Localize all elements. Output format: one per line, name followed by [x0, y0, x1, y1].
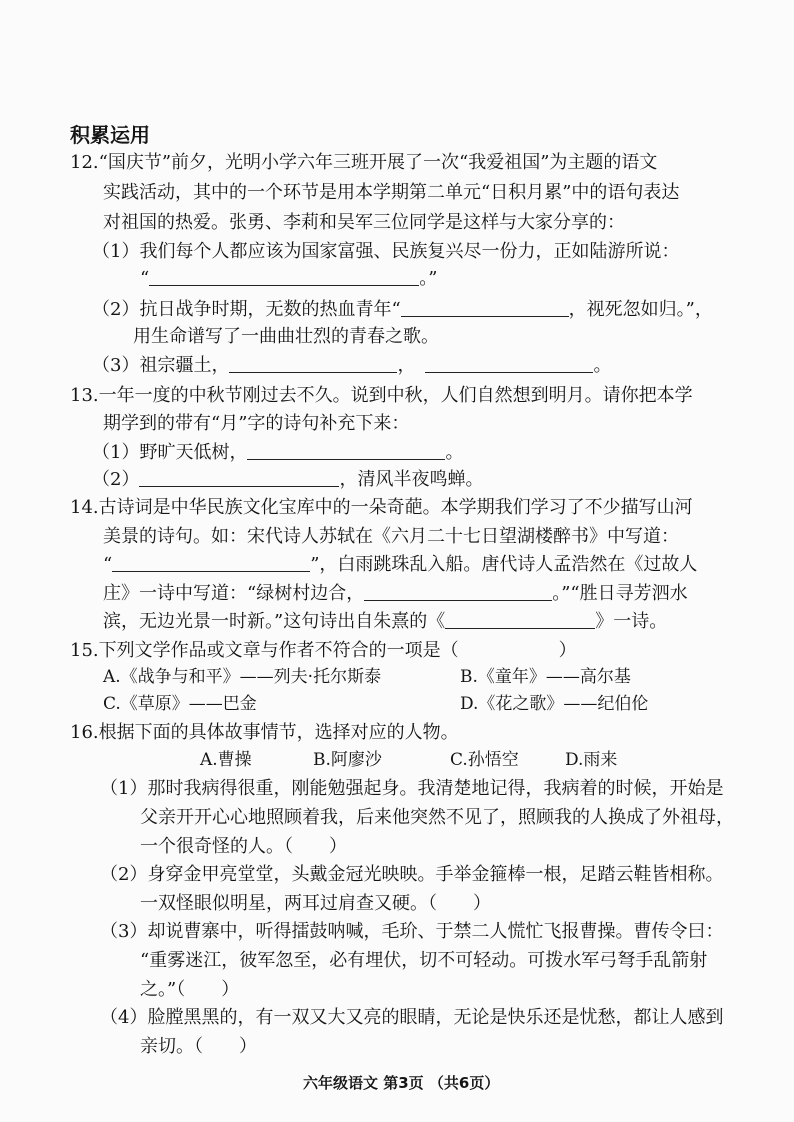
q16-p4-line2: 亲切。（ ）	[140, 1036, 257, 1057]
q13-sub2-blank[interactable]	[139, 468, 339, 487]
q14-line4-post: 。”“胜日寻芳泗水	[552, 583, 688, 604]
q13-sub2	[92, 467, 483, 493]
q15-option-d: D.《花之歌》——纪伯伦	[460, 694, 649, 714]
q12-sub2-blank[interactable]	[401, 298, 569, 317]
q16-p3-line1: （3）却说曹寨中，听得擂鼓呐喊，毛玠、于禁二人慌忙飞报曹操。曹传令曰：	[100, 921, 724, 942]
q15-option-b: B.《童年》——高尔基	[460, 667, 631, 687]
q14-open-quote: “	[103, 554, 113, 575]
q14-line4-pre: 庄》一诗中写道：“绿树村边合，	[103, 583, 365, 604]
q12-sub2-pre: （2）抗日战争时期，无数的热血青年“	[92, 299, 401, 320]
q12-sub3-pre: （3）祖宗疆土，	[92, 355, 230, 376]
q16-choice-a: A.曹操	[200, 750, 252, 770]
q16-choice-d: D.雨来	[565, 750, 618, 770]
q13-sub1-pre: （1）野旷天低树，	[92, 442, 248, 463]
q12-line3: 对祖国的热爱。张勇、李莉和吴军三位同学是这样与大家分享的：	[103, 212, 625, 233]
q12-sub1-line1: （1）我们每个人都应该为国家富强、民族复兴尽一份力，正如陆游所说：	[92, 241, 680, 262]
q16-p1-line1: （1）那时我病得很重，刚能勉强起身。我清楚地记得，我病着的时候，开始是	[100, 778, 724, 799]
q15-stem	[70, 638, 577, 664]
q12-sub3-end: 。	[593, 355, 612, 376]
section-title: 积累运用	[70, 123, 150, 147]
q13-sub1-end: 。	[445, 442, 464, 463]
q13-sub1	[92, 440, 463, 466]
q12-sub2-post: ，视死忽如归。”，	[568, 299, 713, 320]
q13-sub2-post: ，清风半夜鸣蝉。	[339, 469, 484, 490]
q13-line1: 13.一年一度的中秋节刚过去不久。说到中秋，人们自然想到明月。请你把本学	[70, 385, 693, 406]
q12-sub3-blank-1[interactable]	[229, 354, 397, 373]
q12-line1: 12.“国庆节”前夕，光明小学六年三班开展了一次“我爱祖国”为主题的语文	[70, 152, 658, 173]
q14-line1: 14.古诗词是中华民族文化宝库中的一朵奇葩。本学期我们学习了不少描写山河	[70, 497, 693, 518]
q15-option-a: A.《战争与和平》——列夫·托尔斯泰	[103, 667, 382, 687]
q16-choice-b: B.阿廖沙	[313, 750, 382, 770]
q12-sub3-blank-2[interactable]	[425, 354, 593, 373]
q16-p4-line1: （4）脸膛黑黑的，有一双又大又亮的眼睛，无论是快乐还是忧愁，都让人感到	[100, 1007, 724, 1028]
q14-line4	[103, 581, 688, 607]
q16-p1-line3: 一个很奇怪的人。（ ）	[140, 836, 347, 857]
q12-sub3-mid: ，	[397, 355, 416, 376]
q14-line5-post: 》一诗。	[595, 611, 668, 632]
q12-sub2-line2: 用生命谱写了一曲曲壮烈的青春之歌。	[133, 326, 439, 347]
q16-p3-line2: “重雾迷江，彼军忽至，必有埋伏，切不可轻动。可拨水军弓弩手乱箭射	[140, 950, 708, 971]
q14-line3	[103, 552, 697, 578]
q16-stem: 16.根据下面的具体故事情节，选择对应的人物。	[70, 722, 459, 743]
q12-sub1-close: 。”	[419, 268, 438, 289]
q16-choice-c: C.孙悟空	[450, 750, 519, 770]
q16-p2-line1: （2）身穿金甲亮堂堂，头戴金冠光映映。手举金箍棒一根，足踏云鞋皆相称。	[100, 864, 724, 885]
q12-sub1-open-quote: “	[140, 268, 150, 289]
q13-line2: 期学到的带有“月”字的诗句补充下来：	[103, 413, 410, 434]
q15-stem-post: ）	[558, 640, 577, 661]
q16-p1-line2: 父亲开开心心地照顾着我，后来他突然不见了，照顾我的人换成了外祖母，	[140, 807, 734, 828]
q14-line5	[103, 609, 667, 635]
q15-option-c: C.《草原》——巴金	[103, 694, 257, 714]
q14-blank-1[interactable]	[112, 553, 310, 572]
q14-line3-post: ”，白雨跳珠乱入船。唐代诗人孟浩然在《过故人	[310, 554, 698, 575]
q14-blank-2[interactable]	[364, 582, 552, 601]
q14-blank-3[interactable]	[445, 610, 595, 629]
q16-p3-line3: 之。”（ ）	[140, 979, 240, 1000]
q12-line2: 实践活动，其中的一个环节是用本学期第二单元“日积月累”中的语句表达	[103, 182, 680, 203]
q13-sub2-pre: （2）	[92, 469, 140, 490]
q14-line2: 美景的诗句。如：宋代诗人苏轼在《六月二十七日望湖楼醉书》中写道：	[103, 526, 679, 547]
q15-stem-pre: 15.下列文学作品或文章与作者不符合的一项是（	[70, 640, 459, 661]
q12-sub1-line2	[140, 266, 437, 292]
q12-sub2-line1	[92, 297, 713, 323]
q14-line5-pre: 滨，无边光景一时新。”这句诗出自朱熹的《	[103, 611, 446, 632]
q12-sub3	[92, 353, 611, 379]
page-footer: 六年级语文 第3页 （共6页）	[303, 1074, 500, 1092]
q16-p2-line2: 一双怪眼似明星，两耳过肩查又硬。（ ）	[140, 893, 491, 914]
q13-sub1-blank[interactable]	[247, 441, 445, 460]
q12-sub1-blank[interactable]	[149, 267, 419, 286]
